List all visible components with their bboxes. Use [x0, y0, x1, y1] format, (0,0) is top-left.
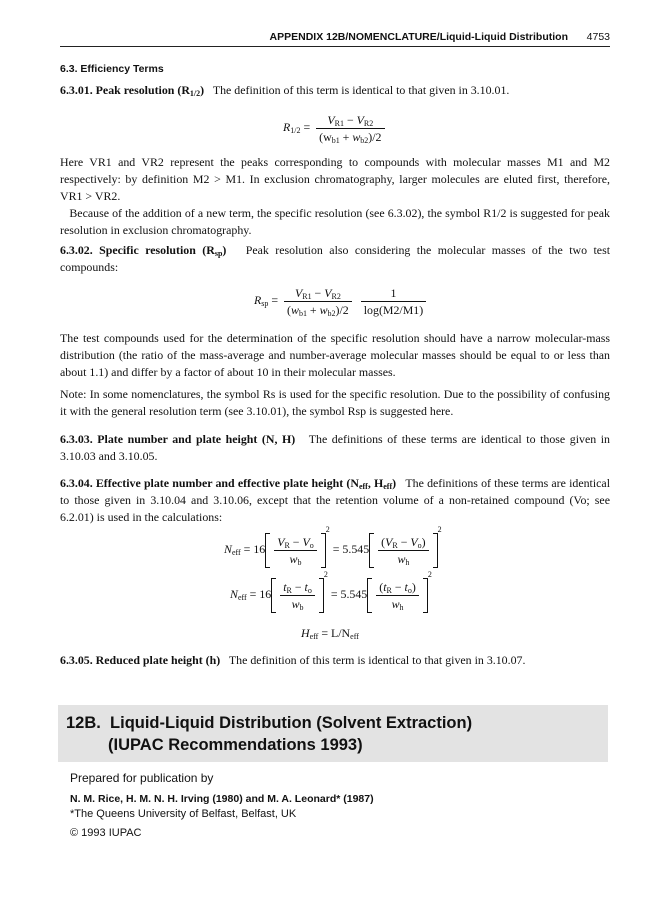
note: Note: In some nomenclatures, the symbol Rs is used for the specific resolution. Due to the possibility of confusing it with the general resolution term (see 3.10.01), the symbol Rsp is suggested here.	[60, 387, 610, 419]
chapter-title-line-2: (IUPAC Recommendations 1993)	[108, 736, 363, 754]
equation-neff-time: $N_{eff} = 16$ $\frac{t_R - t_o}{w_b}$ 2 = 5.545 $\frac{(t_R - t_o)}{w_h}$ 2	[230, 570, 432, 612]
authors: N. M. Rice, H. M. N. H. Irving (1980) and M. A. Leonard* (1987)	[70, 793, 374, 805]
paragraph-text: The definition of this term is identical to that given in 3.10.01.	[212, 83, 510, 97]
prepared-label: Prepared for publication by	[70, 771, 214, 785]
equation-heff: $H_{eff} = L/N_{eff}$	[301, 626, 359, 641]
paragraph-6-3-04: 6.3.04. Effective plate number and effective plate height ($N_{eff}$, $H_{eff}$) The definitions of these terms are identical to those given in 3.10.04 and 3.10.06, except that the retention volume of a non-retained compound (Vo; see 6.2.01) is used in the calculations:	[60, 476, 611, 525]
section-heading: 6.3. Efficiency Terms	[60, 63, 164, 75]
paragraph-6-3-02: 6.3.02. Specific resolution $(R_{sp})$ Peak resolution also considering the molecular masses of the two test compounds:	[60, 243, 611, 275]
affiliation: *The Queens University of Belfast, Belfast, UK	[70, 808, 297, 820]
chapter-title-band	[58, 705, 608, 762]
equation-peak-resolution: $R_{1/2}$ = $\frac{V_{R1} - V_{R2}}{(w_{b1} + w_{b2})/2}$	[283, 113, 388, 144]
running-title: APPENDIX 12B/NOMENCLATURE/Liquid-Liquid Distribution	[269, 31, 568, 43]
paragraph-6-3-05: 6.3.05. Reduced plate height (h) The definition of this term is identical to that given in 3.10.07.	[60, 653, 526, 667]
equation-specific-resolution: $R_{sp}$ = $\frac{V_{R1} - V_{R2}}{(w_{b1} + w_{b2})/2}$ $\frac{1}{\log(M2/M1)}$	[254, 286, 429, 317]
page-number: 4753	[586, 31, 610, 43]
paragraph-6-3-03: 6.3.03. Plate number and plate height (N, H) The definitions of these terms are identical to those given in 3.10.03 and 3.10.05.	[60, 432, 610, 464]
paragraph-test-compounds: The test compounds used for the determination of the specific resolution should have a narrow molecular-mass distribution (the ratio of the mass-average and number-average molecular masses should be equal to or less than about 1.1) and differ by a factor of about 10 in their molecular masses.	[60, 331, 610, 380]
copyright: © 1993 IUPAC	[70, 827, 142, 839]
paragraph-here: Here VR1 and VR2 represent the peaks corresponding to compounds with molecular masses M1 and M2 respectively: by definition M2 > M1. In exclusion chromatography, larger molecules are eluted first, therefore, VR1 > VR2.	[60, 155, 610, 204]
equation-neff-volume: $N_{eff} = 16$ $\frac{V_R - V_o}{w_b}$ 2 = 5.545 $\frac{(V_R - V_o)}{w_h}$ 2	[224, 525, 442, 567]
running-header	[60, 30, 610, 47]
paragraph-because: Because of the addition of a new term, the specific resolution (see 6.3.02), the symbol R1/2 is suggested for peak resolution in exclusion chromatography.	[60, 206, 610, 238]
chapter-title-line-1: 12B. Liquid-Liquid Distribution (Solvent Extraction)	[66, 714, 473, 732]
paragraph-6-3-01: 6.3.01. Peak resolution $(R_{1/2})$ The definition of this term is identical to that given in 3.10.01.	[60, 83, 510, 98]
